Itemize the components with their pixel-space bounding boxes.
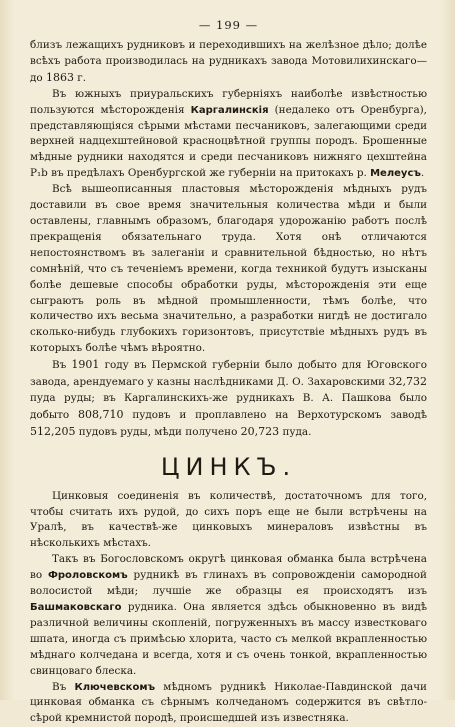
p4-c: пуда руды; въ Каргалинскихъ-же рудникахъ В. А. Пашкова было добыто <box>30 391 427 421</box>
paragraph-4 <box>30 357 427 441</box>
p2-c: . <box>420 167 425 180</box>
p6-c: рудника. Она является здѣсь обыкновенно въ видѣ различной величины скопленій, погруженныхъ въ массу известковаго шпата, иногда съ примѣсью хлорита, часто съ мелкой вкрапленностью мѣднаго колчедана и всегда, хотя и съ очень тонкой, вкрапленностью свинцоваго блеска. <box>30 601 427 677</box>
paragraph-2 <box>30 87 427 182</box>
p1-text: близъ лежащихъ рудниковъ и переходившихъ на желѣзное дѣло; долѣе всѣхъ работа производилась на рудникахъ завода Мотовилихинскаго—до <box>30 39 427 84</box>
p1-year: 1863 <box>45 70 74 84</box>
place-name-meleus: Мелеусъ <box>370 168 421 180</box>
p4-n2: 808,710 <box>78 407 124 421</box>
p2-b: (недалеко отъ Оренбурга), представляющіяся сѣрыми мѣстами песчаниковъ, залегающими среди верхней надцехштейновой красноцвѣтной группы породъ. Брошенные мѣдные рудники находятся и среди песчаниковъ нижняго цехштейна P₁b въ предѣлахъ Оренбургской же губерніи на притокахъ р. <box>30 103 427 180</box>
page-number: — 199 — <box>198 18 259 32</box>
p4-year: 1901 <box>71 358 100 372</box>
place-name-kargalinskie: Каргалинскія <box>190 104 269 116</box>
paragraph-1 <box>30 38 427 87</box>
paragraph-3: Всѣ вышеописанныя пластовыя мѣсторожденія мѣдныхъ рудъ доставили въ свое время значительныя количества мѣди и были оставлены, главнымъ образомъ, благодаря удорожанію работъ послѣ прекращенія обязательнаго труда. Хотя онѣ отличаются непостоянствомъ въ залеганіи и сравнительной бѣдностью, но нѣтъ сомнѣній, что съ теченіемъ времени, когда техникой будутъ изысканы болѣе дешевые способы обработки руды, мѣсторожденія эти еще сыграютъ роль въ мѣдной промышленности, тѣмъ болѣе, что количество ихъ весьма значительно, а разработки нигдѣ не достигало сколько-нибудь глубокихъ горизонтовъ, присутствіе мѣдныхъ рудъ въ которыхъ болѣе чѣмъ вѣроятно. <box>30 183 427 355</box>
p1-tail: г. <box>73 71 87 84</box>
p4-e: пудовъ руды, мѣди получено <box>75 425 241 438</box>
p6-b: рудникѣ въ глинахъ въ сопровожденіи самородной волосистой мѣди; лучшіе же образцы ея происходятъ изъ <box>30 569 427 598</box>
place-name-frolovskom: Фроловскомъ <box>47 570 128 582</box>
section-title: ЦИНКЪ. <box>160 452 297 481</box>
p2-a: Въ южныхъ приуральскихъ губерніяхъ наиболѣе извѣстностью пользуются мѣсторожденія <box>30 87 427 116</box>
p6-a: Такъ въ Богословскомъ округѣ цинковая обманка была встрѣчена во <box>30 553 427 582</box>
p4-n3: 512,205 <box>30 424 76 438</box>
place-name-klyuchevskom: Ключевскомъ <box>74 681 156 693</box>
p4-d: пудовъ и проплавлено на Верхотурскомъ заводѣ <box>123 408 427 421</box>
paragraph-7 <box>30 680 427 727</box>
p7-a: Въ <box>52 680 75 693</box>
p4-b: году въ Пермской губерніи было добыто для Юговского завода, арендуемаго у казны наслѣдниками Д. О. Захаровскими <box>30 359 427 389</box>
p4-n1: 32,732 <box>388 375 427 389</box>
paragraph-6 <box>30 552 427 679</box>
p4-n4: 20,723 <box>240 424 280 438</box>
paragraph-5: Цинковыя соединенія въ количествѣ, достаточномъ для того, чтобы считать ихъ рудой, до сихъ поръ еще не были встрѣчены на Уралѣ, въ качествѣ-же цинковыхъ минераловъ извѣстны въ нѣсколькихъ мѣстахъ. <box>30 489 427 550</box>
p4-a: Въ <box>52 359 72 372</box>
place-name-bashmakovskago: Башмаковскаго <box>30 602 122 613</box>
p4-f: пуда. <box>279 425 312 438</box>
p7-b: мѣдномъ рудникѣ Николае-Павдинской дачи цинковая обманка съ сѣрнымъ колчеданомъ содержится въ свѣтло-сѣрой кремнистой породѣ, происшедшей изъ известняка. <box>30 680 427 725</box>
